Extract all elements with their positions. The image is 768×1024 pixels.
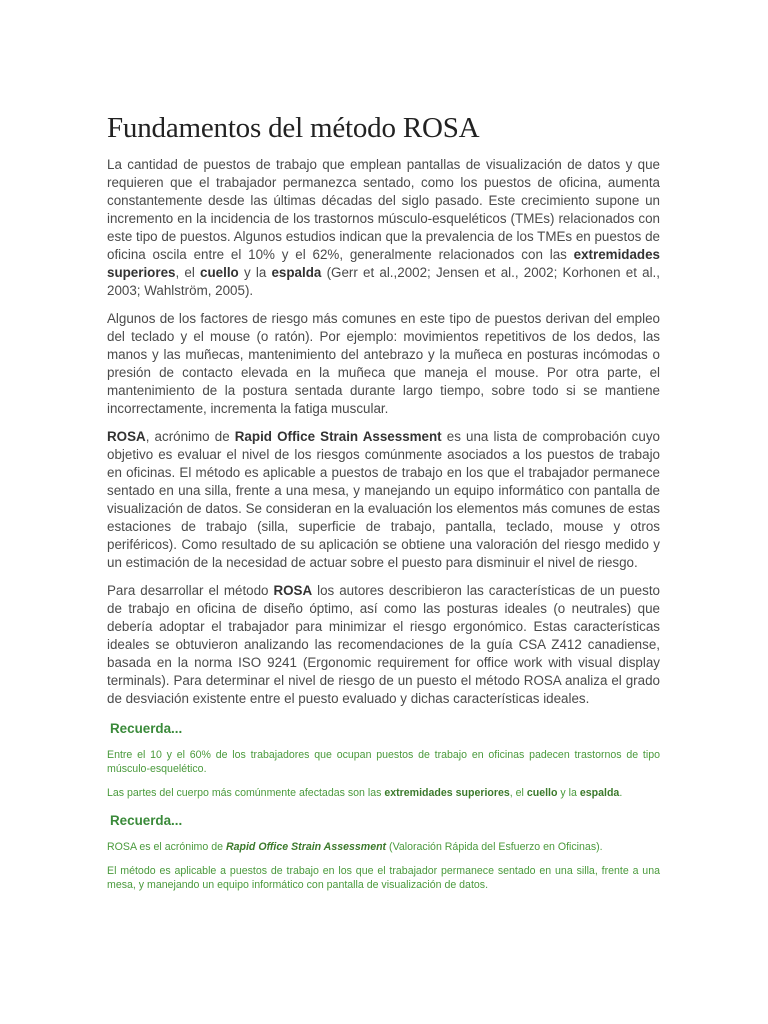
text-run: . — [619, 787, 623, 799]
note-box-1 — [107, 720, 660, 800]
text-run: Las partes del cuerpo más comúnmente afectadas son las — [107, 787, 385, 799]
text-run: , acrónimo de — [145, 429, 235, 444]
text-run: y la — [238, 265, 272, 280]
page-title: Fundamentos del método ROSA — [107, 112, 480, 144]
text-run: , el — [509, 787, 527, 799]
text-run: (Gerr et al.,2002; Jensen et al., 2002; Korhonen et al., 2003; Wahlström, 2005). — [107, 265, 661, 298]
bold-term: ROSA — [107, 429, 146, 444]
bold-term: cuello — [200, 265, 239, 280]
note-text — [107, 840, 660, 854]
bold-italic-term: Rapid Office Strain Assessment — [225, 841, 387, 853]
bold-term: extremidades superiores — [107, 247, 660, 280]
note-heading: Recuerda... — [110, 721, 183, 736]
document-page — [107, 110, 660, 902]
text-run: Para desarrollar el método — [107, 583, 274, 598]
text-run: es una lista de comprobación cuyo objetivo es evaluar el nivel de los riesgos comúnmente asociados a los puestos de trabajo en oficinas. El método es aplicable a puestos de trabajo en los que el trabajador permanece sentado en una silla, frente a una mesa, y manejando un equipo informático con pantalla de visualización de datos. Se consideran en la evaluación los elementos más comunes de estas estaciones de trabajo (silla, superficie de trabajo, pantalla, teclado, mouse y otros periféricos). Como resultado de su aplicación se obtiene una valoración del riesgo medido y un estimación de la necesidad de actuar sobre el puesto para disminuir el nivel de riesgo. — [107, 429, 660, 570]
paragraph-rosa-definition — [107, 428, 660, 572]
note-text: El método es aplicable a puestos de trabajo en los que el trabajador permanece sentado en una silla, frente a una mesa, y manejando un equipo informático con pantalla de visualización de datos. — [107, 865, 660, 891]
bold-term: ROSA — [273, 583, 313, 598]
text-run: y la — [557, 787, 580, 799]
paragraph-risk-factors: Algunos de los factores de riesgo más comunes en este tipo de puestos derivan del empleo del teclado y el mouse (o ratón). Por ejemplo: movimientos repetitivos de los dedos, las manos y las muñecas, mantenimiento del antebrazo y la muñeca en posturas incómodas o presión de contacto elevada en la muñeca que maneja el mouse. Por otra parte, el mantenimiento de la postura sentada durante largo tiempo, sobre todo si se mantiene incorrectamente, incrementa la fatiga muscular. — [107, 311, 660, 416]
text-run: La cantidad de puestos de trabajo que emplean pantallas de visualización de datos y que requieren que el trabajador permanezca sentado, como los puestos de oficina, aumenta constantemente desde las últimas décadas del siglo pasado. Este crecimiento supone un incremento en la incidencia de los trastornos músculo-esqueléticos (TMEs) relacionados con este tipo de puestos. Algunos estudios indican que la prevalencia de los TMEs en puestos de oficina oscila entre el 10% y el 62%, generalmente relacionados con las — [107, 157, 660, 262]
note-heading: Recuerda... — [110, 813, 183, 828]
text-run: los autores describieron las características de un puesto de trabajo en oficina de diseño óptimo, así como las posturas ideales (o neutrales) que debería adoptar el trabajador para minimizar el riesgo ergonómico. Estas características ideales se obtuvieron analizando las recomendaciones de la guía CSA Z412 canadiense, basada en la norma ISO 9241 (Ergonomic requirement for office work with visual display terminals). Para determinar el nivel de riesgo de un puesto el método ROSA analiza el grado de desviación existente entre el puesto evaluado y dichas características ideales. — [107, 583, 660, 706]
text-run: (Valoración Rápida del Esfuerzo en Oficinas). — [386, 841, 603, 853]
bold-term: extremidades superiores — [384, 787, 510, 799]
note-box-2 — [107, 812, 660, 892]
text-run: , el — [175, 265, 201, 280]
text-run: ROSA es el acrónimo de — [107, 841, 226, 853]
note-text: Entre el 10 y el 60% de los trabajadores que ocupan puestos de trabajo en oficinas padecen trastornos de tipo músculo-esquelético. — [107, 749, 660, 775]
paragraph-intro — [107, 156, 660, 300]
bold-term: espalda — [579, 787, 620, 799]
note-text — [107, 786, 660, 800]
bold-term: espalda — [271, 265, 322, 280]
paragraph-rosa-development — [107, 582, 660, 708]
bold-term: Rapid Office Strain Assessment — [234, 429, 442, 444]
bold-term: cuello — [526, 787, 558, 799]
